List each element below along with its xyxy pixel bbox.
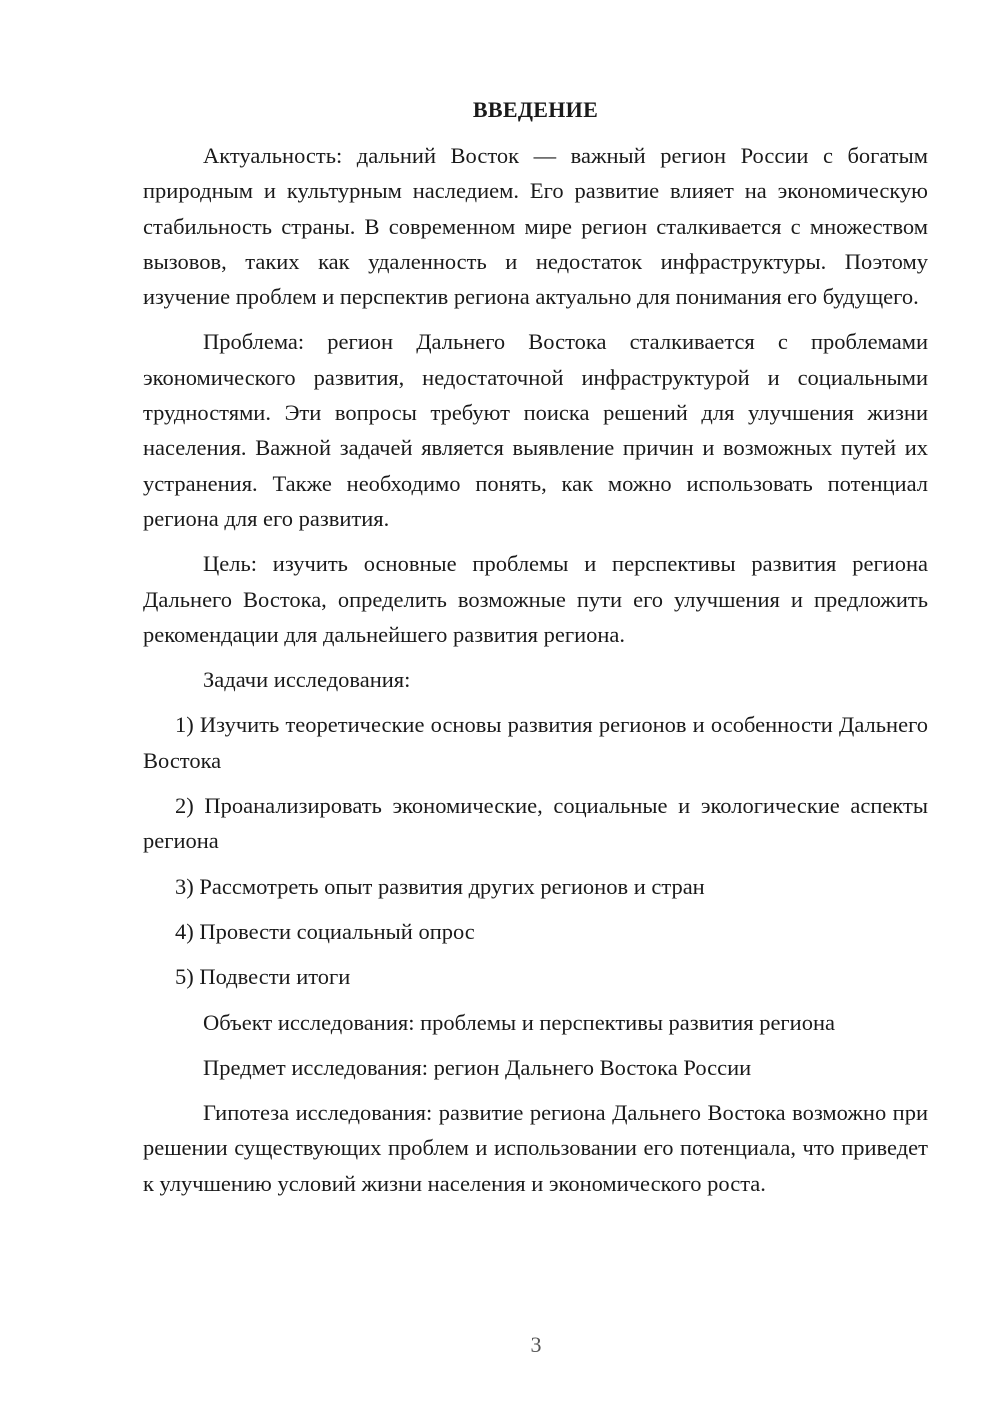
task-item-2: 2) Проанализировать экономические, социальные и экологические аспекты региона: [143, 793, 928, 854]
research-object: Объект исследования: проблемы и перспективы развития региона: [203, 1009, 835, 1035]
research-hypothesis: Гипотеза исследования: развитие региона Дальнего Востока возможно при решении существующих проблем и использовании его потенциала, что приведет к улучшению условий жизни населения и экономического роста.: [143, 1100, 928, 1196]
section-heading: ВВЕДЕНИЕ: [472, 97, 599, 122]
paragraph-problem: Проблема: регион Дальнего Востока сталкивается с проблемами экономического развития, недостаточной инфраструктурой и социальными трудностями. Эти вопросы требуют поиска решений для улучшения жизни населения. Важной задачей является выявление причин и возможных путей их устранения. Также необходимо понять, как можно использовать потенциал региона для его развития.: [143, 329, 928, 531]
tasks-heading: Задачи исследования:: [203, 667, 411, 693]
task-item-1: 1) Изучить теоретические основы развития регионов и особенности Дальнего Востока: [143, 712, 928, 773]
research-subject: Предмет исследования: регион Дальнего Востока России: [203, 1054, 752, 1080]
task-item-3: 3) Рассмотреть опыт развития других регионов и стран: [175, 873, 705, 899]
paragraph-relevance: Актуальность: дальний Восток — важный регион России с богатым природным и культурным наследием. Его развитие влияет на экономическую стабильность страны. В современном мире регион сталкивается с множеством вызовов, таких как удаленность и недостаток инфраструктуры. Поэтому изучение проблем и перспектив региона актуально для понимания его будущего.: [143, 143, 928, 310]
document-page: [143, 92, 928, 1211]
task-item-4: 4) Провести социальный опрос: [175, 918, 475, 944]
paragraph-goal: Цель: изучить основные проблемы и перспективы развития региона Дальнего Востока, определить возможные пути его улучшения и предложить рекомендации для дальнейшего развития региона.: [143, 551, 928, 647]
task-item-5: 5) Подвести итоги: [175, 964, 351, 990]
page-number: 3: [530, 1332, 542, 1357]
